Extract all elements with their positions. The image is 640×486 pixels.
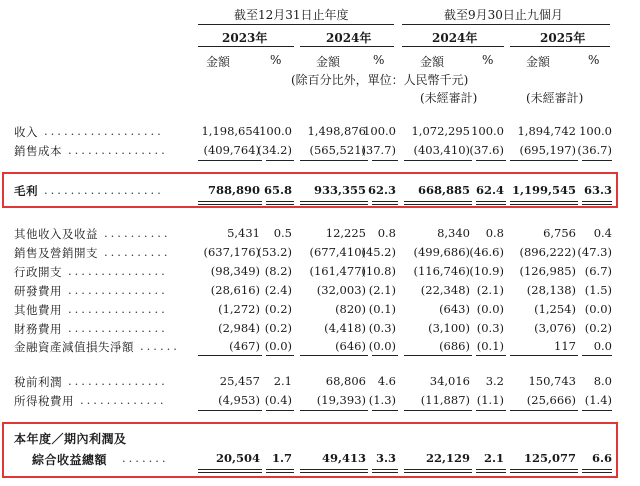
cell-profit-before-tax-4: 34,016: [429, 374, 470, 388]
row-label-income-tax: 所得稅費用: [14, 394, 74, 408]
row-label-other-income: 其他收入及收益: [14, 227, 98, 241]
cell-gross-profit-6: 1,199,545: [511, 183, 576, 197]
cell-impairment-losses-0: (467): [229, 339, 260, 353]
cell-profit-before-tax-2: 68,806: [325, 374, 366, 388]
gross-profit-highlight-box: [2, 172, 618, 208]
cell-income-tax-1: (0.4): [264, 393, 292, 407]
amount-header-3: 金額: [420, 55, 445, 69]
cell-finance-costs-3: (0.3): [368, 321, 396, 335]
cell-admin-expenses-3: (10.8): [361, 264, 396, 278]
amount-header-2: 金額: [316, 55, 341, 69]
leader-dots: ..........: [104, 226, 171, 240]
row-label-rd-expenses: 研發費用: [14, 284, 62, 298]
leader-dots: ...............: [68, 321, 168, 335]
cell-total-0: 20,504: [215, 451, 260, 465]
cell-cost-of-sales-2: (565,521): [309, 143, 366, 157]
total-label-line1: 本年度／期內利潤及: [14, 432, 127, 446]
cell-rd-expenses-5: (2.1): [476, 283, 504, 297]
cell-revenue-5: 100.0: [471, 124, 504, 138]
cell-selling-expenses-4: (499,686): [413, 245, 470, 259]
total-label-line2: 綜合收益總額: [32, 453, 108, 467]
cell-revenue-0: 1,198,654: [201, 124, 260, 138]
cell-selling-expenses-3: (45.2): [361, 245, 396, 259]
leader-dots: ..................: [44, 124, 164, 138]
cell-cost-of-sales-0: (409,764): [203, 143, 260, 157]
cell-impairment-losses-7: 0.0: [593, 339, 612, 353]
cell-cost-of-sales-6: (695,197): [519, 143, 576, 157]
cell-other-expenses-5: (0.0): [476, 302, 504, 316]
cell-other-expenses-6: (1,254): [534, 302, 576, 316]
cell-other-expenses-7: (0.0): [584, 302, 612, 316]
leader-dots: ......: [140, 339, 180, 353]
cell-income-tax-0: (4,953): [218, 393, 260, 407]
cell-cost-of-sales-7: (36.7): [577, 143, 612, 157]
year-underline-3: [402, 46, 504, 47]
sum-line: [372, 410, 398, 411]
row-label-impairment-losses: 金融資產減值損失淨額: [14, 340, 134, 354]
cell-total-2: 49,413: [321, 451, 366, 465]
cell-rd-expenses-3: (2.1): [368, 283, 396, 297]
year-header-2024-nine: 2024年: [432, 31, 478, 45]
cell-income-tax-7: (1.4): [584, 393, 612, 407]
cell-impairment-losses-4: (686): [439, 339, 470, 353]
sum-line: [582, 160, 612, 161]
cell-other-income-6: 6,756: [543, 226, 576, 240]
sum-line: [404, 410, 472, 411]
cell-other-expenses-2: (820): [335, 302, 366, 316]
sum-line: [372, 355, 398, 356]
sum-line: [476, 355, 506, 356]
sum-line: [582, 355, 612, 356]
cell-impairment-losses-3: (0.0): [368, 339, 396, 353]
cell-other-expenses-0: (1,272): [218, 302, 260, 316]
sum-line: [266, 410, 294, 411]
cell-gross-profit-7: 63.3: [583, 183, 612, 197]
row-label-other-expenses: 其他費用: [14, 303, 62, 317]
cell-rd-expenses-6: (28,138): [526, 283, 576, 297]
cell-revenue-2: 1,498,876: [307, 124, 366, 138]
cell-income-tax-5: (1.1): [476, 393, 504, 407]
row-label-finance-costs: 財務費用: [14, 322, 62, 336]
cell-other-income-4: 8,340: [437, 226, 470, 240]
cell-admin-expenses-7: (6.7): [584, 264, 612, 278]
cell-profit-before-tax-0: 25,457: [219, 374, 260, 388]
cell-revenue-7: 100.0: [579, 124, 612, 138]
cell-total-4: 22,129: [425, 451, 470, 465]
sum-line: [372, 160, 398, 161]
cell-revenue-4: 1,072,295: [411, 124, 470, 138]
cell-other-income-2: 12,225: [325, 226, 366, 240]
cell-admin-expenses-5: (10.9): [469, 264, 504, 278]
row-label-selling-expenses: 銷售及營銷開支: [14, 246, 98, 260]
cell-gross-profit-5: 62.4: [475, 183, 504, 197]
cell-cost-of-sales-3: (37.7): [361, 143, 396, 157]
row-label-gross-profit: 毛利: [14, 184, 38, 198]
cell-selling-expenses-2: (677,410): [309, 245, 366, 259]
cell-other-income-7: 0.4: [593, 226, 612, 240]
cell-finance-costs-1: (0.2): [264, 321, 292, 335]
cell-income-tax-6: (25,666): [526, 393, 576, 407]
cell-other-income-3: 0.8: [377, 226, 396, 240]
year-header-2023: 2023年: [222, 31, 268, 45]
cell-profit-before-tax-7: 8.0: [593, 374, 612, 388]
cell-rd-expenses-7: (1.5): [584, 283, 612, 297]
cell-other-expenses-1: (0.2): [264, 302, 292, 316]
cell-profit-before-tax-6: 150,743: [528, 374, 576, 388]
sum-line: [404, 355, 472, 356]
cell-total-3: 3.3: [375, 451, 396, 465]
sum-line: [510, 410, 578, 411]
leader-dots: ..........: [104, 245, 171, 259]
sum-line: [476, 160, 506, 161]
year-header-2024-annual: 2024年: [326, 31, 372, 45]
cell-income-tax-3: (1.3): [368, 393, 396, 407]
year-underline-4: [510, 46, 610, 47]
sum-line: [266, 355, 294, 356]
row-label-profit-before-tax: 稅前利潤: [14, 375, 62, 389]
cell-total-5: 2.1: [483, 451, 504, 465]
cell-cost-of-sales-1: (34.2): [257, 143, 292, 157]
pct-header-2: %: [373, 53, 385, 67]
cell-revenue-6: 1,894,742: [517, 124, 576, 138]
cell-finance-costs-0: (2,984): [218, 321, 260, 335]
sum-line: [198, 410, 262, 411]
unit-note: (除百分比外，單位：人民幣千元): [291, 73, 469, 87]
cell-other-income-1: 0.5: [273, 226, 292, 240]
cell-impairment-losses-1: (0.0): [264, 339, 292, 353]
cell-finance-costs-4: (3,100): [428, 321, 470, 335]
row-label-cost-of-sales: 銷售成本: [14, 144, 62, 158]
leader-dots: ...............: [68, 374, 168, 388]
cell-other-income-5: 0.8: [485, 226, 504, 240]
cell-selling-expenses-1: (53.2): [257, 245, 292, 259]
cell-finance-costs-6: (3,076): [534, 321, 576, 335]
amount-header-4: 金額: [526, 55, 551, 69]
cell-selling-expenses-0: (637,176): [203, 245, 260, 259]
cell-profit-before-tax-1: 2.1: [273, 374, 292, 388]
cell-revenue-3: 100.0: [363, 124, 396, 138]
cell-cost-of-sales-4: (403,410): [413, 143, 470, 157]
sum-line: [404, 160, 472, 161]
row-label-admin-expenses: 行政開支: [14, 265, 62, 279]
unaudited-note-2: (未經審計): [526, 91, 584, 105]
cell-gross-profit-4: 668,885: [417, 183, 470, 197]
cell-gross-profit-0: 788,890: [207, 183, 260, 197]
cell-income-tax-2: (19,393): [316, 393, 366, 407]
cell-profit-before-tax-3: 4.6: [377, 374, 396, 388]
cell-cost-of-sales-5: (37.6): [469, 143, 504, 157]
cell-selling-expenses-5: (46.6): [469, 245, 504, 259]
cell-finance-costs-2: (4,418): [324, 321, 366, 335]
cell-admin-expenses-1: (8.2): [264, 264, 292, 278]
row-label-revenue: 收入: [14, 125, 38, 139]
cell-admin-expenses-0: (98,349): [210, 264, 260, 278]
cell-impairment-losses-2: (646): [335, 339, 366, 353]
sum-line: [300, 355, 368, 356]
sum-line: [198, 160, 262, 161]
sum-line: [266, 160, 294, 161]
cell-gross-profit-1: 65.8: [263, 183, 292, 197]
pct-header-3: %: [482, 53, 494, 67]
header-divider-annual: [198, 24, 394, 25]
cell-profit-before-tax-5: 3.2: [485, 374, 504, 388]
header-divider-nine-months: [402, 24, 610, 25]
sum-line: [510, 160, 578, 161]
cell-other-expenses-4: (643): [439, 302, 470, 316]
cell-other-income-0: 5,431: [227, 226, 260, 240]
leader-dots: ...............: [68, 264, 168, 278]
cell-gross-profit-3: 62.3: [367, 183, 396, 197]
cell-other-expenses-3: (0.1): [368, 302, 396, 316]
cell-income-tax-4: (11,887): [420, 393, 470, 407]
leader-dots: ...............: [68, 302, 168, 316]
year-header-2025: 2025年: [540, 31, 586, 45]
cell-selling-expenses-6: (896,222): [519, 245, 576, 259]
cell-total-1: 1.7: [271, 451, 292, 465]
total-leader-dots: .......: [122, 451, 169, 465]
cell-total-7: 6.6: [591, 451, 612, 465]
leader-dots: ...............: [68, 143, 168, 157]
sum-line: [300, 160, 368, 161]
cell-admin-expenses-6: (126,985): [519, 264, 576, 278]
pct-header-4: %: [588, 53, 600, 67]
leader-dots: ..................: [44, 183, 164, 197]
sum-line: [300, 410, 368, 411]
cell-admin-expenses-4: (116,746): [413, 264, 470, 278]
sum-line: [476, 410, 506, 411]
cell-rd-expenses-4: (22,348): [420, 283, 470, 297]
sum-line: [510, 355, 578, 356]
header-group-nine-months: 截至9月30日止九個月: [444, 8, 563, 22]
cell-rd-expenses-1: (2.4): [264, 283, 292, 297]
pct-header-1: %: [270, 53, 282, 67]
cell-admin-expenses-2: (161,477): [309, 264, 366, 278]
cell-impairment-losses-6: 117: [554, 339, 576, 353]
cell-total-6: 125,077: [523, 451, 576, 465]
cell-rd-expenses-0: (28,616): [210, 283, 260, 297]
sum-line: [582, 410, 612, 411]
year-underline-1: [198, 46, 294, 47]
cell-impairment-losses-5: (0.1): [476, 339, 504, 353]
year-underline-2: [300, 46, 394, 47]
amount-header-1: 金額: [206, 55, 231, 69]
cell-gross-profit-2: 933,355: [313, 183, 366, 197]
unaudited-note-1: (未經審計): [420, 91, 478, 105]
header-group-annual: 截至12月31日止年度: [234, 8, 349, 22]
leader-dots: ...............: [68, 283, 168, 297]
cell-revenue-1: 100.0: [259, 124, 292, 138]
cell-rd-expenses-2: (32,003): [316, 283, 366, 297]
sum-line: [198, 355, 262, 356]
cell-selling-expenses-7: (47.3): [577, 245, 612, 259]
leader-dots: .............: [80, 393, 167, 407]
cell-finance-costs-5: (0.3): [476, 321, 504, 335]
cell-finance-costs-7: (0.2): [584, 321, 612, 335]
